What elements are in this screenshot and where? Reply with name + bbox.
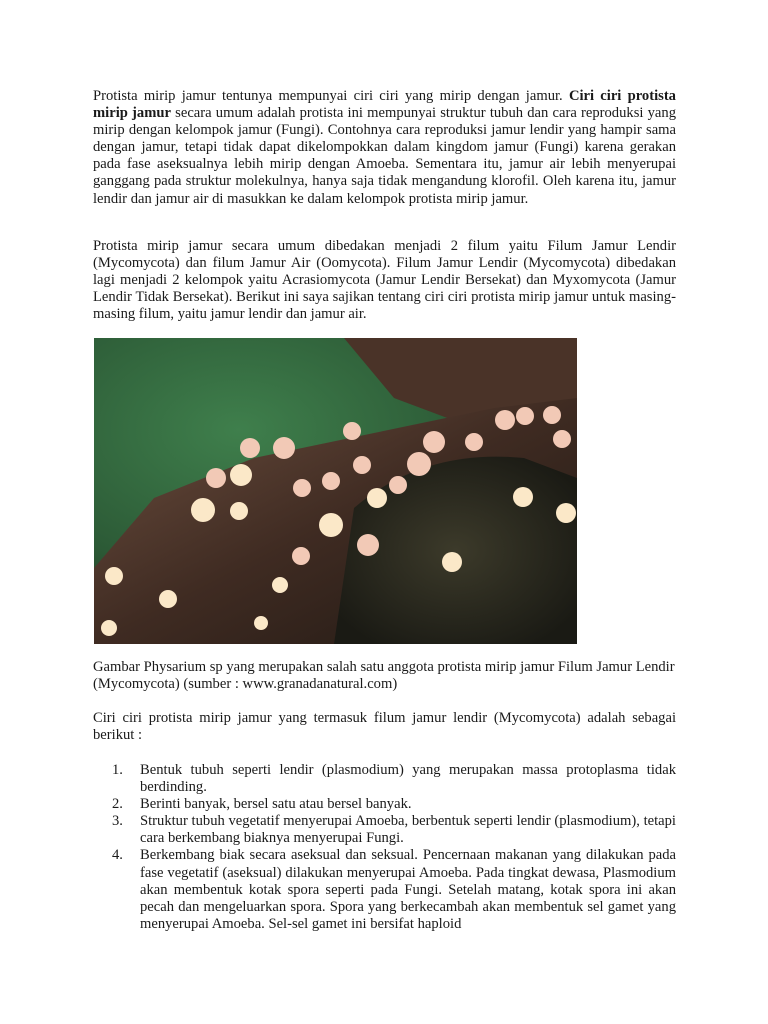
list-text: Berkembang biak secara aseksual dan seksual. Pencernaan makanan yang dilakukan pada fase vegetatif (aseksual) dilakukan menyerupai Amoeba. Pada tingkat dewasa, Plasmodium akan membentuk kotak spora seperti pada Fungi. Setelah matang, kotak spora ini akan pecah dan mengeluarkan spora. Spora yang berkecambah akan membentuk sel gamet yang menyerupai Amoeba. Sel-sel gamet ini bersifat haploid [140, 847, 676, 932]
physarium-photo [94, 338, 577, 644]
bold-phrase: Ciri ciri protista mirip jamur [93, 88, 676, 122]
photo-caption: Gambar Physarium sp yang merupakan salah satu anggota protista mirip jamur Filum Jamur Lendir (Mycomycota) (sumber : www.granadanatural.com) [93, 659, 675, 693]
list-item [93, 762, 676, 796]
intro-text: Protista mirip jamur tentunya mempunyai ciri ciri yang mirip dengan jamur. [93, 88, 569, 104]
list-intro-paragraph: Ciri ciri protista mirip jamur yang termasuk filum jamur lendir (Mycomycota) adalah sebagai berikut : [93, 710, 676, 744]
list-text: Berinti banyak, bersel satu atau bersel banyak. [140, 796, 412, 813]
intro-paragraph [93, 88, 676, 208]
intro-text-cont: secara umum adalah protista ini mempunyai struktur tubuh dan cara reproduksi yang mirip dengan kelompok jamur (Fungi). Contohnya cara reproduksi jamur lendir yang hampir sama dengan jamur, tetapi tidak dapat dikelompokkan dalam kingdom jamur (Fungi) karena gerakan pada fase aseksualnya lebih mirip dengan Amoeba. Sementara itu, jamur air lebih menyerupai ganggang pada struktur molekulnya, hanya saja tidak mengandung klorofil. Oleh karena itu, jamur lendir dan jamur air di masukkan ke dalam kelompok protista mirip jamur. [93, 105, 676, 207]
list-item [93, 796, 676, 813]
list-item [93, 847, 676, 932]
list-number: 1. [112, 762, 123, 778]
characteristics-list [93, 762, 676, 933]
list-number: 4. [112, 847, 123, 864]
list-text: Struktur tubuh vegetatif menyerupai Amoeba, berbentuk seperti lendir (plasmodium), tetapi cara berkembang biaknya menyerupai Fungi. [140, 813, 676, 847]
list-number: 2. [112, 796, 123, 813]
list-number: 3. [112, 813, 123, 830]
list-item [93, 813, 676, 847]
list-text: Bentuk tubuh seperti lendir (plasmodium) yang merupakan massa protoplasma tidak berdinding. [140, 762, 676, 796]
phyla-paragraph: Protista mirip jamur secara umum dibedakan menjadi 2 filum yaitu Filum Jamur Lendir (Mycomycota) dan filum Jamur Air (Oomycota). Filum Jamur Lendir (Mycomycota) dibedakan lagi menjadi 2 kelompok yaitu Acrasiomycota (Jamur Lendir Bersekat) dan Myxomycota (Jamur Lendir Tidak Bersekat). Berikut ini saya sajikan tentang ciri ciri protista mirip jamur untuk masing-masing filum, yaitu jamur lendir dan jamur air. [93, 238, 676, 323]
